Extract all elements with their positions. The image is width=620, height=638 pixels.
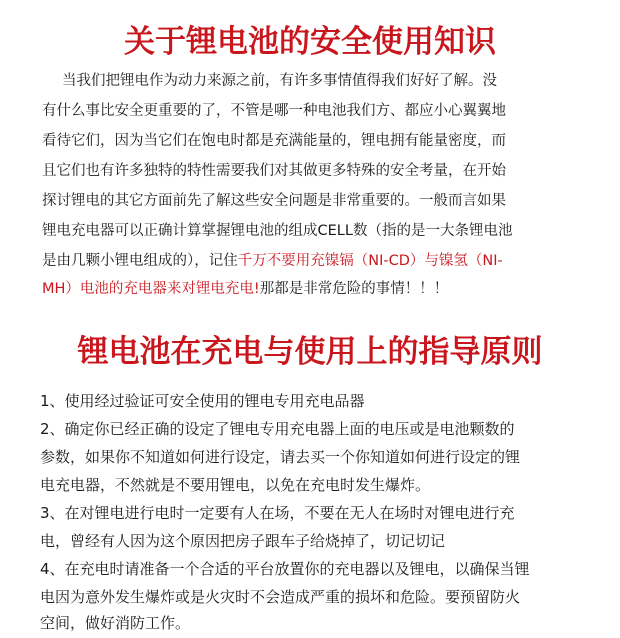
warning-text: MH）电池的充电器来对锂电充电! [42, 281, 260, 297]
list-item-line: 空间，做好消防工作。 [40, 614, 191, 632]
paragraph-line: 当我们把锂电作为动力来源之前，有许多事情值得我们好好了解。没 [62, 73, 497, 89]
list-item-line: 1、使用经过验证可安全使用的锂电专用充电品器 [40, 392, 365, 410]
list-item-line: 2、确定你已经正确的设定了锂电专用充电器上面的电压或是电池颗数的 [40, 420, 515, 438]
paragraph-line: 且它们也有许多独特的特性需要我们对其做更多特殊的安全考量，在开始 [42, 163, 506, 179]
list-item-line: 4、在充电时请准备一个合适的平台放置你的充电器以及锂电，以确保当锂 [40, 560, 530, 578]
paragraph-line [42, 276, 582, 302]
paragraph-line: 看待它们，因为当它们在饱电时都是充满能量的，锂电拥有能量密度，而 [42, 133, 506, 149]
list-item-line: 电充电器，不然就是不要用锂电，以免在充电时发生爆炸。 [40, 476, 431, 494]
paragraph-line [42, 248, 582, 274]
warning-text: 千万不要用充镍镉（NI-CD）与镍氢（NI- [237, 253, 503, 269]
paragraph-line: 锂电充电器可以正确计算掌握锂电池的组成CELL数（指的是一大条锂电池 [42, 223, 513, 239]
section-title-guidelines: 锂电池在充电与使用上的指导原则 [77, 334, 543, 370]
list-item-line: 3、在对锂电进行电时一定要有人在场，不要在无人在场时对锂电进行充 [40, 504, 515, 522]
list-item-line: 电，曾经有人因为这个原因把房子跟车子给烧掉了，切记切记 [40, 532, 446, 550]
list-item-line: 电因为意外发生爆炸或是火灾时不会造成严重的损坏和危险。要预留防火 [40, 588, 521, 606]
paragraph-text: 那都是非常危险的事情！！！ [259, 281, 449, 297]
section-title-safety: 关于锂电池的安全使用知识 [124, 24, 496, 60]
paragraph-text: 是由几颗小锂电组成的），记住 [42, 253, 238, 269]
list-item-line: 参数，如果你不知道如何进行设定，请去买一个你知道如何进行设定的锂 [40, 448, 521, 466]
paragraph-line: 有什么事比安全更重要的了，不管是哪一种电池我们方、都应小心翼翼地 [42, 103, 506, 119]
paragraph-line: 探讨锂电的其它方面前先了解这些安全问题是非常重要的。一般而言如果 [42, 193, 506, 209]
